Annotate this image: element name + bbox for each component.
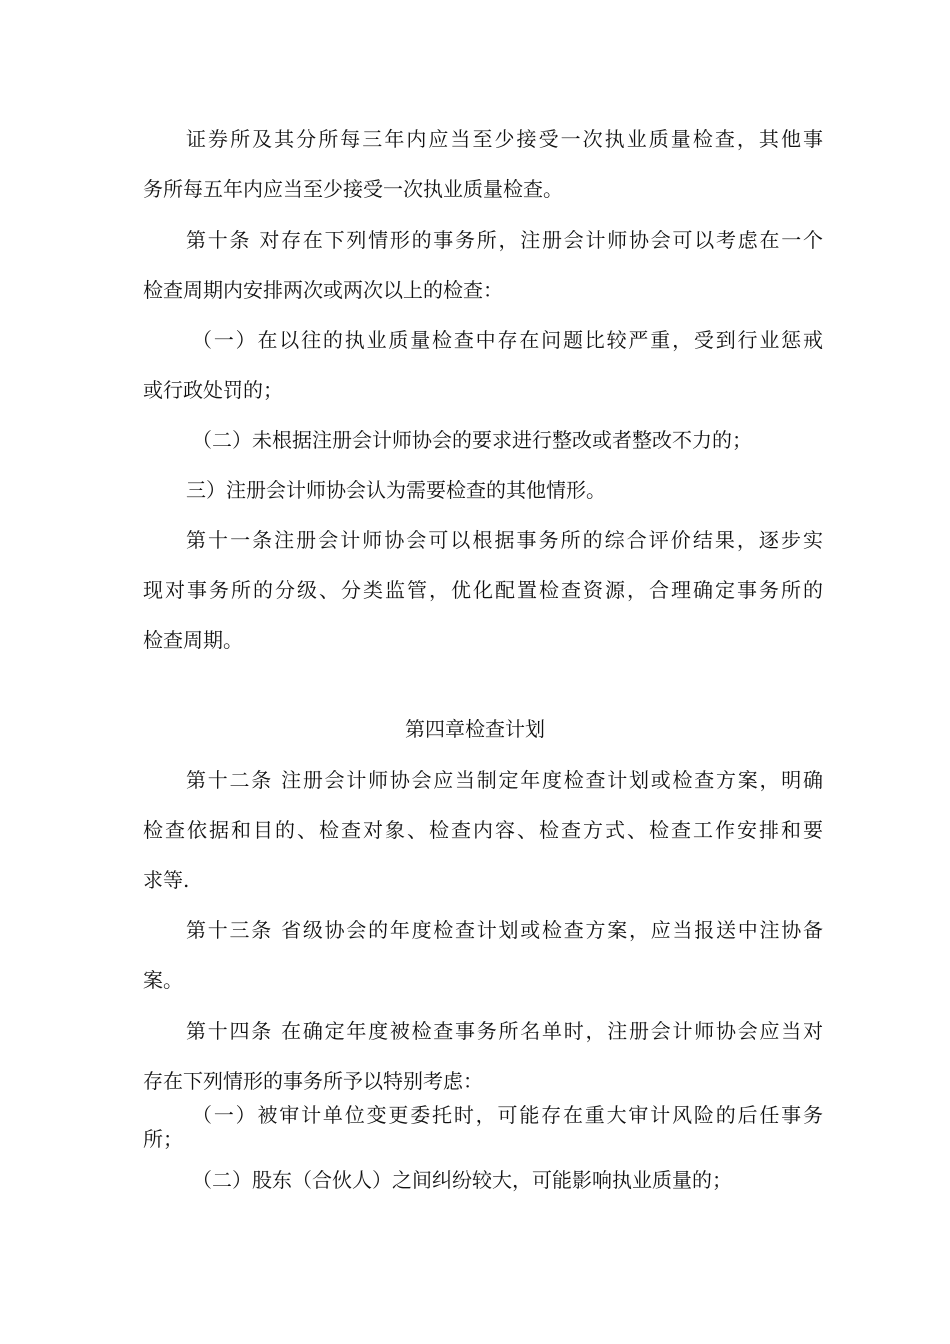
article-11-line-1: 第十一条注册会计师协会可以根据事务所的综合评价结果，逐步实 bbox=[186, 528, 823, 552]
article-11-line-2: 现对事务所的分级、分类监管，优化配置检查资源，合理确定事务所的 bbox=[143, 578, 823, 602]
article-10-line-2: 检查周期内安排两次或两次以上的检查： bbox=[143, 278, 503, 302]
article-14-line-1: 第十四条 在确定年度被检查事务所名单时，注册会计师协会应当对 bbox=[186, 1019, 823, 1043]
chapter-heading: 第四章检查计划 bbox=[405, 717, 545, 741]
article-14-line-2: 存在下列情形的事务所予以特别考虑： bbox=[143, 1069, 483, 1093]
article-10-line-1: 第十条 对存在下列情形的事务所，注册会计师协会可以考虑在一个 bbox=[186, 228, 823, 252]
article-10-item-3: 三）注册会计师协会认为需要检查的其他情形。 bbox=[186, 478, 606, 502]
article-12-line-3: 求等. bbox=[143, 868, 190, 892]
article-10-item-1-line-2: 或行政处罚的； bbox=[143, 378, 283, 402]
article-12-line-1: 第十二条 注册会计师协会应当制定年度检查计划或检查方案，明确 bbox=[186, 768, 823, 792]
article-12-line-2: 检查依据和目的、检查对象、检查内容、检查方式、检查工作安排和要 bbox=[143, 818, 823, 842]
article-14-item-2: （二）股东（合伙人）之间纠纷较大，可能影响执业质量的； bbox=[192, 1168, 732, 1192]
article-13-line-2: 案。 bbox=[143, 968, 183, 992]
article-13-line-1: 第十三条 省级协会的年度检查计划或检查方案，应当报送中注协备 bbox=[186, 918, 823, 942]
paragraph-1-line-2: 务所每五年内应当至少接受一次执业质量检查。 bbox=[143, 177, 563, 201]
article-11-line-3: 检查周期。 bbox=[143, 628, 243, 652]
article-14-item-1-line-1: （一）被审计单位变更委托时，可能存在重大审计风险的后任事务 bbox=[192, 1103, 823, 1127]
article-14-item-1-line-2: 所； bbox=[143, 1127, 183, 1151]
article-10-item-2: （二）未根据注册会计师协会的要求进行整改或者整改不力的； bbox=[192, 428, 752, 452]
paragraph-1-line-1: 证券所及其分所每三年内应当至少接受一次执业质量检查，其他事 bbox=[186, 127, 823, 151]
article-10-item-1-line-1: （一）在以往的执业质量检查中存在问题比较严重，受到行业惩戒 bbox=[192, 328, 823, 352]
